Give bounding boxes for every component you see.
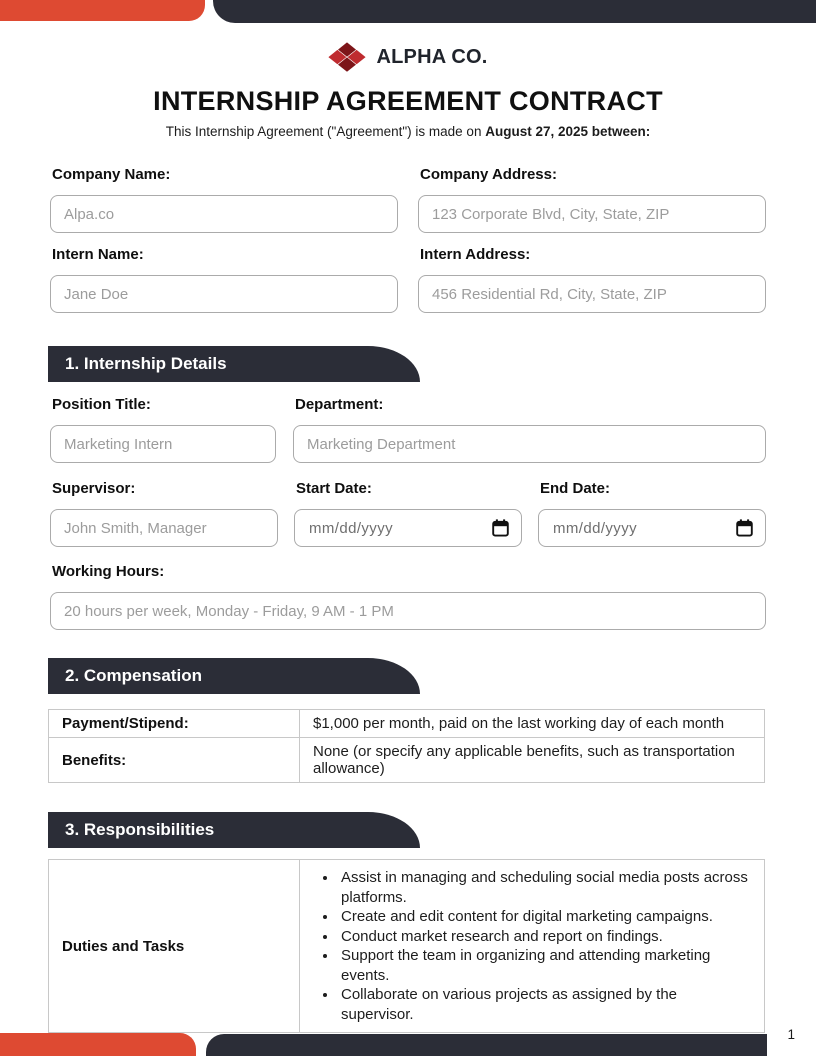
internship-details-row-1 bbox=[50, 396, 766, 463]
intro-prefix: This Internship Agreement ("Agreement") is made on bbox=[165, 124, 486, 139]
start-date-input[interactable] bbox=[294, 509, 522, 547]
duty-item: • Assist in managing and scheduling social media posts across platforms. bbox=[338, 868, 750, 907]
supervisor-field bbox=[50, 480, 278, 547]
calendar-icon[interactable] bbox=[492, 519, 509, 537]
department-label: Department: bbox=[295, 396, 384, 413]
position-title-label: Position Title: bbox=[52, 396, 151, 413]
company-logo-text: ALPHA CO. bbox=[376, 45, 488, 68]
company-address-input[interactable] bbox=[418, 195, 766, 233]
section-2-header: 2. Compensation bbox=[48, 658, 420, 694]
bottom-left-accent-bar bbox=[0, 1033, 196, 1056]
position-title-input[interactable] bbox=[50, 425, 276, 463]
alpha-logo-diamonds-icon bbox=[328, 42, 366, 72]
duties-label-cell: Duties and Tasks bbox=[49, 860, 300, 1033]
end-date-value: mm/dd/yyyy bbox=[553, 519, 638, 537]
duties-row bbox=[49, 860, 765, 1033]
duty-item: • Conduct market research and report on findings. bbox=[338, 927, 750, 947]
intro-date: August 27, 2025 between: bbox=[485, 124, 651, 139]
working-hours-input[interactable] bbox=[50, 592, 766, 630]
company-address-label: Company Address: bbox=[420, 166, 557, 183]
start-date-field bbox=[294, 480, 522, 547]
department-input[interactable] bbox=[293, 425, 766, 463]
end-date-field bbox=[538, 480, 766, 547]
benefits-label-cell: Benefits: bbox=[49, 738, 300, 783]
intern-address-input[interactable] bbox=[418, 275, 766, 313]
payment-value-cell: $1,000 per month, paid on the last working day of each month bbox=[300, 710, 765, 738]
supervisor-input[interactable] bbox=[50, 509, 278, 547]
position-title-field bbox=[50, 396, 276, 463]
payment-row bbox=[49, 710, 765, 738]
payment-label-cell: Payment/Stipend: bbox=[49, 710, 300, 738]
calendar-icon[interactable] bbox=[736, 519, 753, 537]
supervisor-label: Supervisor: bbox=[52, 480, 136, 497]
section-3-header: 3. Responsibilities bbox=[48, 812, 420, 848]
company-name-label: Company Name: bbox=[52, 166, 171, 183]
duties-list bbox=[312, 868, 750, 1024]
company-name-input[interactable] bbox=[50, 195, 398, 233]
intern-name-label: Intern Name: bbox=[52, 246, 144, 263]
section-1-header: 1. Internship Details bbox=[48, 346, 420, 382]
top-left-accent-bar bbox=[0, 0, 205, 21]
intro-line bbox=[0, 124, 816, 139]
working-hours-label: Working Hours: bbox=[52, 563, 165, 580]
end-date-input[interactable] bbox=[538, 509, 766, 547]
intern-address-field bbox=[418, 246, 766, 313]
duties-value-cell bbox=[300, 860, 765, 1033]
compensation-table bbox=[48, 709, 765, 783]
company-address-field bbox=[418, 166, 766, 233]
intern-name-field bbox=[50, 246, 398, 313]
start-date-value: mm/dd/yyyy bbox=[309, 519, 394, 537]
page-number: 1 bbox=[787, 1027, 795, 1042]
department-field bbox=[293, 396, 766, 463]
parties-form bbox=[50, 166, 766, 326]
duty-item: • Support the team in organizing and attending marketing events. bbox=[338, 946, 750, 985]
intern-name-input[interactable] bbox=[50, 275, 398, 313]
benefits-row bbox=[49, 738, 765, 783]
responsibilities-table bbox=[48, 859, 765, 1033]
end-date-label: End Date: bbox=[540, 480, 611, 497]
duty-item: • Create and edit content for digital marketing campaigns. bbox=[338, 907, 750, 927]
top-right-accent-bar bbox=[213, 0, 816, 23]
duty-item: • Collaborate on various projects as assigned by the supervisor. bbox=[338, 985, 750, 1024]
document-title: INTERNSHIP AGREEMENT CONTRACT bbox=[153, 86, 663, 116]
internship-details-row-2 bbox=[50, 480, 766, 547]
start-date-label: Start Date: bbox=[296, 480, 372, 497]
benefits-value-cell: None (or specify any applicable benefits, such as transportation allowance) bbox=[300, 738, 765, 783]
intern-address-label: Intern Address: bbox=[420, 246, 531, 263]
bottom-right-accent-bar bbox=[206, 1034, 767, 1056]
company-name-field bbox=[50, 166, 398, 233]
working-hours-field bbox=[50, 563, 766, 630]
